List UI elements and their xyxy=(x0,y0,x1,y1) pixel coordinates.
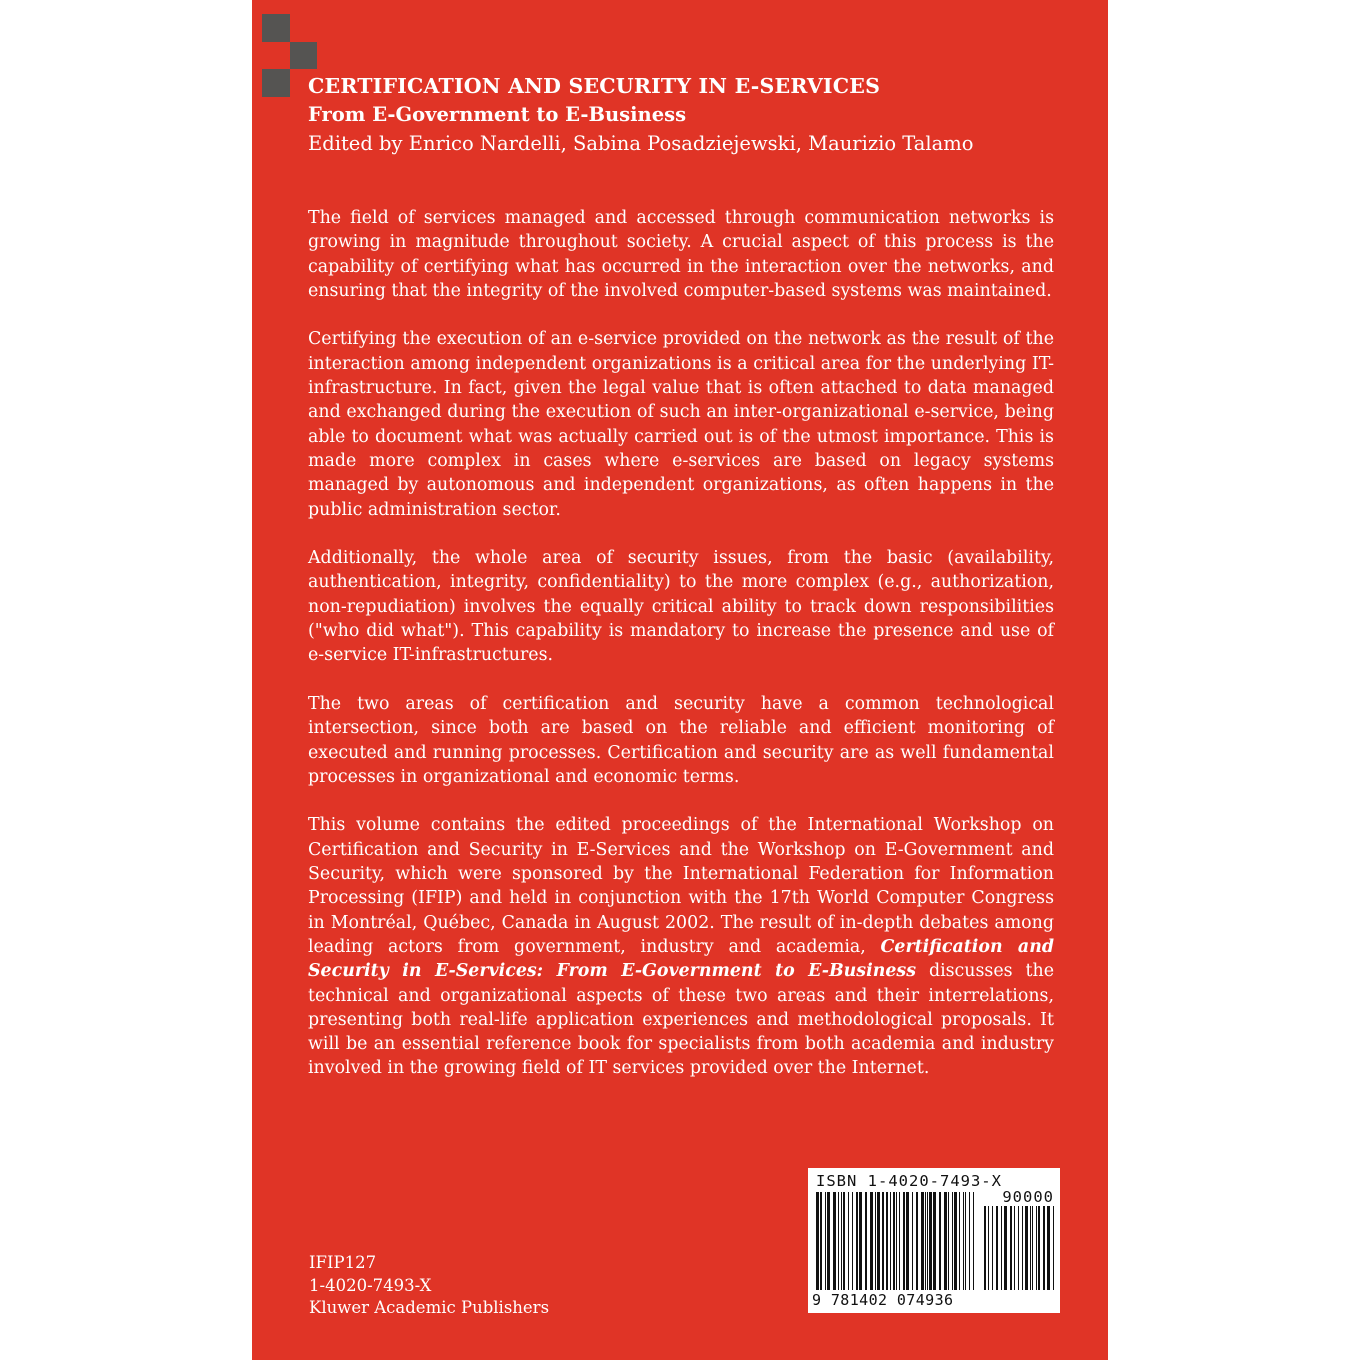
barcode-bar xyxy=(1032,1206,1033,1290)
barcode-bar xyxy=(1036,1206,1037,1290)
barcode-bar xyxy=(1030,1206,1031,1290)
corner-square-decoration xyxy=(262,69,290,97)
barcode-bars xyxy=(816,1192,976,1290)
barcode-bar xyxy=(984,1206,986,1290)
barcode-bar xyxy=(933,1192,936,1290)
barcode-bar xyxy=(996,1206,998,1290)
barcode-bar xyxy=(1004,1206,1007,1290)
barcode-addon-bars xyxy=(984,1206,1054,1290)
blurb-paragraph: The two areas of certification and security have a common technological intersection, since both are based on the reliable and efficient monitoring of executed and running processes. Certification and security are as well fundamental processes in organizational and economic terms. xyxy=(308,693,1054,787)
barcode-bar xyxy=(959,1192,960,1290)
barcode-bar xyxy=(882,1192,884,1290)
barcode-bar xyxy=(973,1192,974,1290)
barcode-bar xyxy=(963,1192,964,1290)
barcode-bar xyxy=(952,1192,953,1290)
barcode-bar xyxy=(896,1192,897,1290)
barcode-bar xyxy=(825,1192,826,1290)
series-number: IFIP127 xyxy=(309,1253,377,1272)
barcode-bar xyxy=(925,1192,926,1290)
barcode-bar xyxy=(939,1192,941,1290)
barcode-bar xyxy=(890,1192,891,1290)
publisher-info xyxy=(309,1252,549,1320)
corner-square-decoration xyxy=(262,14,290,42)
cover-header xyxy=(308,72,1068,158)
barcode-bar xyxy=(893,1192,895,1290)
barcode-bar xyxy=(1047,1206,1050,1290)
barcode-bar xyxy=(886,1192,888,1290)
barcode-bar xyxy=(969,1192,970,1290)
barcode-bar xyxy=(1022,1206,1023,1290)
barcode-bar xyxy=(906,1192,909,1290)
barcode-price-code: 90000 xyxy=(1002,1188,1054,1206)
barcode-bar xyxy=(1018,1206,1019,1290)
blurb-text xyxy=(308,206,1054,1105)
barcode-bar xyxy=(1001,1206,1002,1290)
barcode-bar xyxy=(1014,1206,1015,1290)
barcode-bar xyxy=(852,1192,853,1290)
barcode-bar xyxy=(903,1192,905,1290)
barcode-bar xyxy=(1025,1206,1028,1290)
barcode-bar xyxy=(856,1192,858,1290)
book-title: CERTIFICATION AND SECURITY IN E-SERVICES xyxy=(308,74,881,98)
barcode-bar xyxy=(1038,1206,1040,1290)
barcode-bar xyxy=(875,1192,876,1290)
barcode-bar xyxy=(948,1192,949,1290)
barcode-ean-digits: 9 781402 074936 xyxy=(812,1291,954,1309)
editors-line: Edited by Enrico Nardelli, Sabina Posadziejewski, Maurizio Talamo xyxy=(308,132,974,155)
barcode-bar xyxy=(988,1206,989,1290)
barcode-bar xyxy=(944,1192,947,1290)
blurb-paragraph: Certifying the execution of an e-service provided on the network as the result of the interaction among independent organizations is a critical area for the underlying IT-infrastructure. In fact, given the legal value that is often attached to data managed and exchanged during the execution of such an inter-organizational e-service, being able to document what was actually carried out is of the utmost importance. This is made more complex in cases where e-services are based on legacy systems managed by autonomous and independent organizations, as often happens in the public administration sector. xyxy=(308,329,1054,520)
barcode-bar xyxy=(827,1192,830,1290)
barcode-bar xyxy=(992,1206,993,1290)
barcode-bar xyxy=(899,1192,900,1290)
barcode-bar xyxy=(859,1192,862,1290)
corner-square-decoration xyxy=(290,42,317,69)
barcode-bar xyxy=(820,1192,822,1290)
barcode-bar xyxy=(870,1192,873,1290)
blurb-paragraph xyxy=(308,813,1054,1080)
blurb-paragraph: Additionally, the whole area of security issues, from the basic (availability, authentication, integrity, confidentiality) to the more complex (e.g., authorization, non-repudiation) involves the equally critical ability to track down responsibilities ("who did what"). This capability is mandatory to increase the presence and use of e-service IT-infrastructures. xyxy=(308,548,1054,666)
barcode-panel xyxy=(808,1168,1060,1313)
isbn-text: 1-4020-7493-X xyxy=(309,1275,432,1295)
barcode-bar xyxy=(929,1192,932,1290)
publisher-name: Kluwer Academic Publishers xyxy=(309,1298,550,1317)
barcode-bar xyxy=(927,1192,928,1290)
barcode-bar xyxy=(841,1192,842,1290)
barcode-bar xyxy=(954,1192,957,1290)
blurb-text-span: This volume contains the edited proceedings of the International Workshop on Certification and Security in E-Services and the Workshop on E-Government and Security, which were sponsored by the International Federation for Information Processing (IFIP) and held in conjunction with the 17th World Computer Congress in Montréal, Québec, Canada in August 2002. The result of in-depth debates among leading actors from government, industry and academia, xyxy=(308,815,1054,957)
barcode-bar xyxy=(877,1192,880,1290)
barcode-bar xyxy=(921,1192,924,1290)
barcode-isbn-label: ISBN 1-4020-7493-X xyxy=(816,1172,1002,1190)
barcode-bar xyxy=(1010,1206,1012,1290)
barcode-bar xyxy=(848,1192,849,1290)
barcode-bar xyxy=(838,1192,839,1290)
blurb-text-span: discusses the technical and organizational aspects of these two areas and their interrelations, presenting both real-life application experiences and methodological proposals. It will be an essential reference book for specialists from both academia and industry involved in the growing field of IT services provided over the Internet. xyxy=(308,961,1054,1079)
barcode-bar xyxy=(843,1192,845,1290)
barcode-bar xyxy=(965,1192,966,1290)
barcode-bar xyxy=(912,1192,913,1290)
barcode-bar xyxy=(865,1192,867,1290)
barcode-bar xyxy=(916,1192,918,1290)
book-title-italic: Certification and Security in E-Services: From E-Government to E-Business xyxy=(308,936,1055,982)
barcode-bar xyxy=(816,1192,819,1290)
barcode-bar xyxy=(1053,1206,1054,1290)
barcode-bar xyxy=(833,1192,836,1290)
blurb-paragraph: The field of services managed and accessed through communication networks is growing in magnitude throughout society. A crucial aspect of this process is the capability of certifying what has occurred in the interaction over the networks, and ensuring that the integrity of the involved computer-based systems was maintained. xyxy=(308,208,1054,301)
book-subtitle: From E-Government to E-Business xyxy=(308,103,687,126)
barcode-bar xyxy=(1043,1206,1045,1290)
